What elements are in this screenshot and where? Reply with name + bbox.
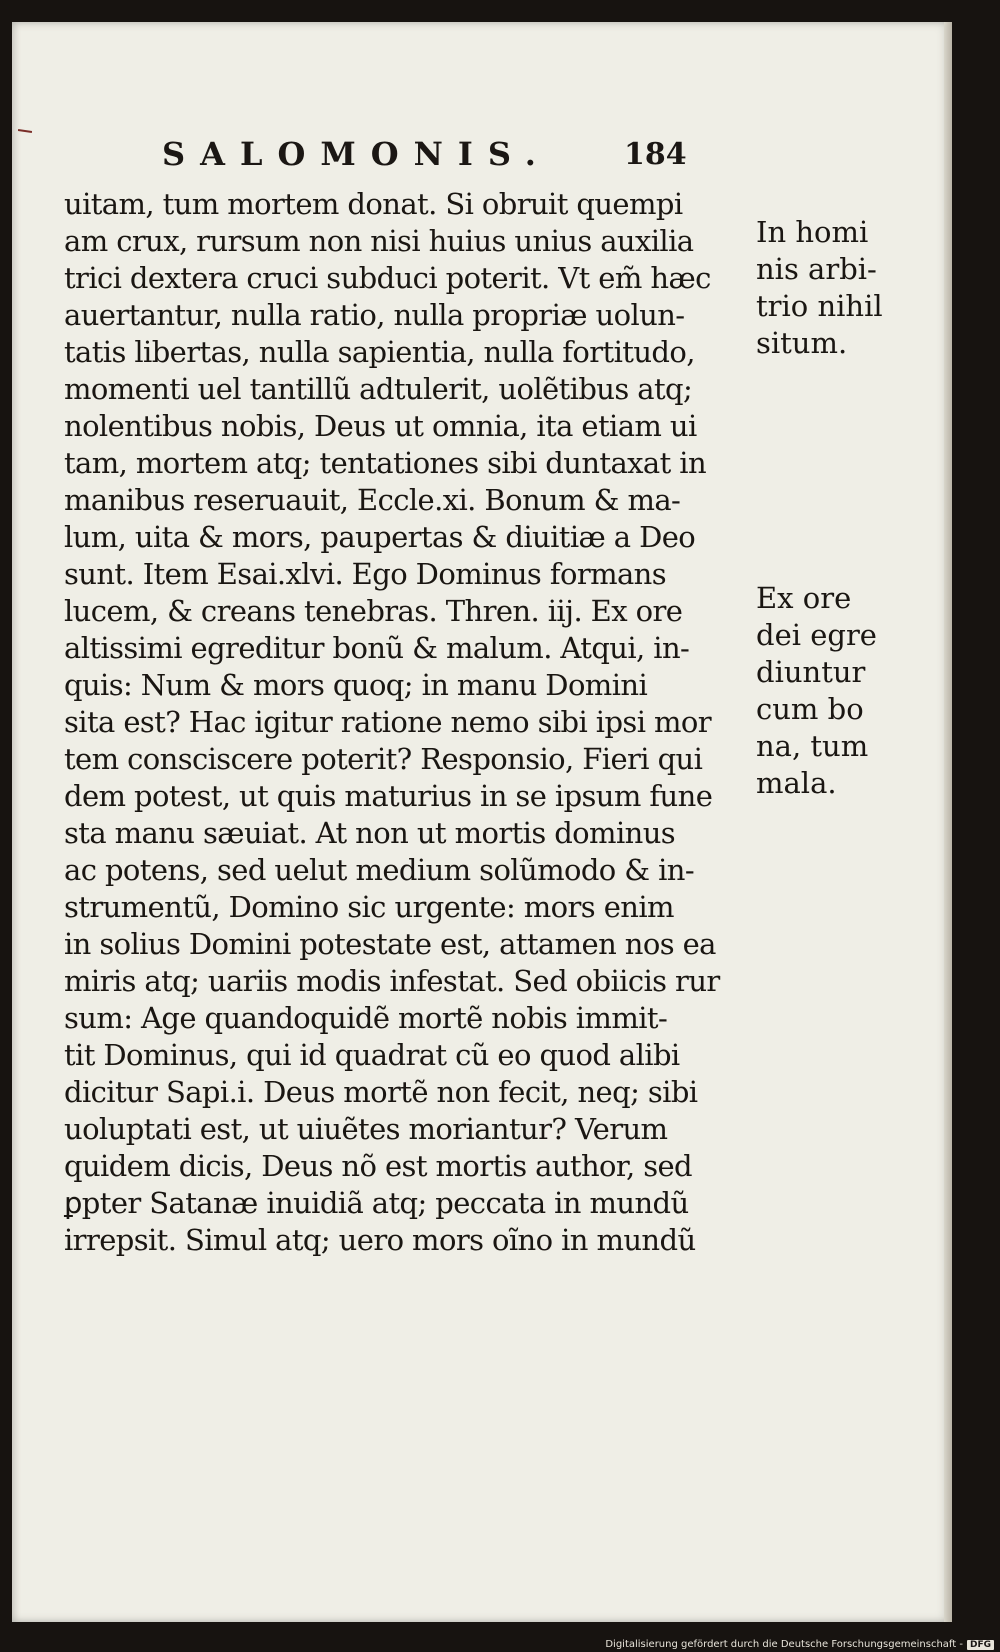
fold-mark bbox=[18, 129, 32, 133]
running-title: SALOMONIS. bbox=[162, 135, 551, 173]
text-line: sta manu sæuiat. At non ut mortis dominus bbox=[64, 816, 676, 850]
text-line: trici dextera cruci subduci poterit. Vt em̃ hæc bbox=[64, 261, 711, 295]
text-line: tit Dominus, qui id quadrat cũ eo quod alibi bbox=[64, 1038, 680, 1072]
text-line: tam, mortem atq; tentationes sibi duntaxat in bbox=[64, 446, 707, 480]
text-line: dem potest, ut quis maturius in se ipsum fune bbox=[64, 779, 713, 813]
page-edge bbox=[944, 22, 952, 1622]
digitization-credit bbox=[605, 1639, 994, 1650]
text-line: uitam, tum mortem donat. Si obruit quempi bbox=[64, 187, 683, 221]
marginal-note-line: situm. bbox=[756, 326, 848, 360]
text-line: auertantur, nulla ratio, nulla propriæ uolun- bbox=[64, 298, 685, 332]
text-line: manibus reseruauit, Eccle.xi. Bonum & ma- bbox=[64, 483, 681, 517]
text-line: in solius Domini potestate est, attamen nos ea bbox=[64, 927, 716, 961]
text-line: sunt. Item Esai.xlvi. Ego Dominus formans bbox=[64, 557, 667, 591]
main-text-block bbox=[64, 186, 764, 1259]
credit-text: Digitalisierung gefördert durch die Deutsche Forschungsgemeinschaft - bbox=[605, 1639, 963, 1650]
marginal-note bbox=[756, 580, 877, 802]
text-line: sum: Age quandoquidẽ mortẽ nobis immit- bbox=[64, 1001, 668, 1035]
text-line: tatis libertas, nulla sapientia, nulla fortitudo, bbox=[64, 335, 695, 369]
marginal-note-line: In homi bbox=[756, 215, 869, 249]
text-line: nolentibus nobis, Deus ut omnia, ita etiam ui bbox=[64, 409, 697, 443]
text-line: altissimi egreditur bonũ & malum. Atqui, in- bbox=[64, 631, 690, 665]
text-line: am crux, rursum non nisi huius unius auxilia bbox=[64, 224, 694, 258]
marginal-note-line: dei egre bbox=[756, 618, 877, 652]
marginal-note-line: trio nihil bbox=[756, 289, 883, 323]
text-line: strumentũ, Domino sic urgente: mors enim bbox=[64, 890, 674, 924]
book-page bbox=[12, 22, 952, 1622]
page-number: 184 bbox=[624, 137, 687, 172]
text-line: ac potens, sed uelut medium solũmodo & in- bbox=[64, 853, 695, 887]
text-line: miris atq; uariis modis infestat. Sed obiicis rur bbox=[64, 964, 720, 998]
text-line: tem consciscere poterit? Responsio, Fieri qui bbox=[64, 742, 703, 776]
dfg-logo: DFG bbox=[967, 1640, 994, 1650]
text-line: sita est? Hac igitur ratione nemo sibi ipsi mor bbox=[64, 705, 712, 739]
marginal-note-line: Ex ore bbox=[756, 581, 852, 615]
text-line: uoluptati est, ut uiuẽtes moriantur? Verum bbox=[64, 1112, 668, 1146]
marginal-note-line: cum bo bbox=[756, 692, 864, 726]
text-line: quidem dicis, Deus nõ est mortis author, sed bbox=[64, 1149, 693, 1183]
text-line: irrepsit. Simul atq; uero mors oĩno in mundũ bbox=[64, 1223, 696, 1257]
marginal-note-line: diuntur bbox=[756, 655, 866, 689]
text-line: lucem, & creans tenebras. Thren. iij. Ex ore bbox=[64, 594, 683, 628]
text-line: ꝑpter Satanæ inuidiã atq; peccata in mundũ bbox=[64, 1186, 689, 1220]
marginal-note-line: na, tum bbox=[756, 729, 869, 763]
text-line: quis: Num & mors quoq; in manu Domini bbox=[64, 668, 648, 702]
marginal-note bbox=[756, 214, 883, 362]
marginal-note-line: nis arbi- bbox=[756, 252, 877, 286]
running-head bbox=[162, 135, 702, 179]
text-line: lum, uita & mors, paupertas & diuitiæ a Deo bbox=[64, 520, 696, 554]
marginal-note-line: mala. bbox=[756, 766, 837, 800]
text-line: dicitur Sapi.i. Deus mortẽ non fecit, neq; sibi bbox=[64, 1075, 698, 1109]
text-line: momenti uel tantillũ adtulerit, uolẽtibus atq; bbox=[64, 372, 693, 406]
